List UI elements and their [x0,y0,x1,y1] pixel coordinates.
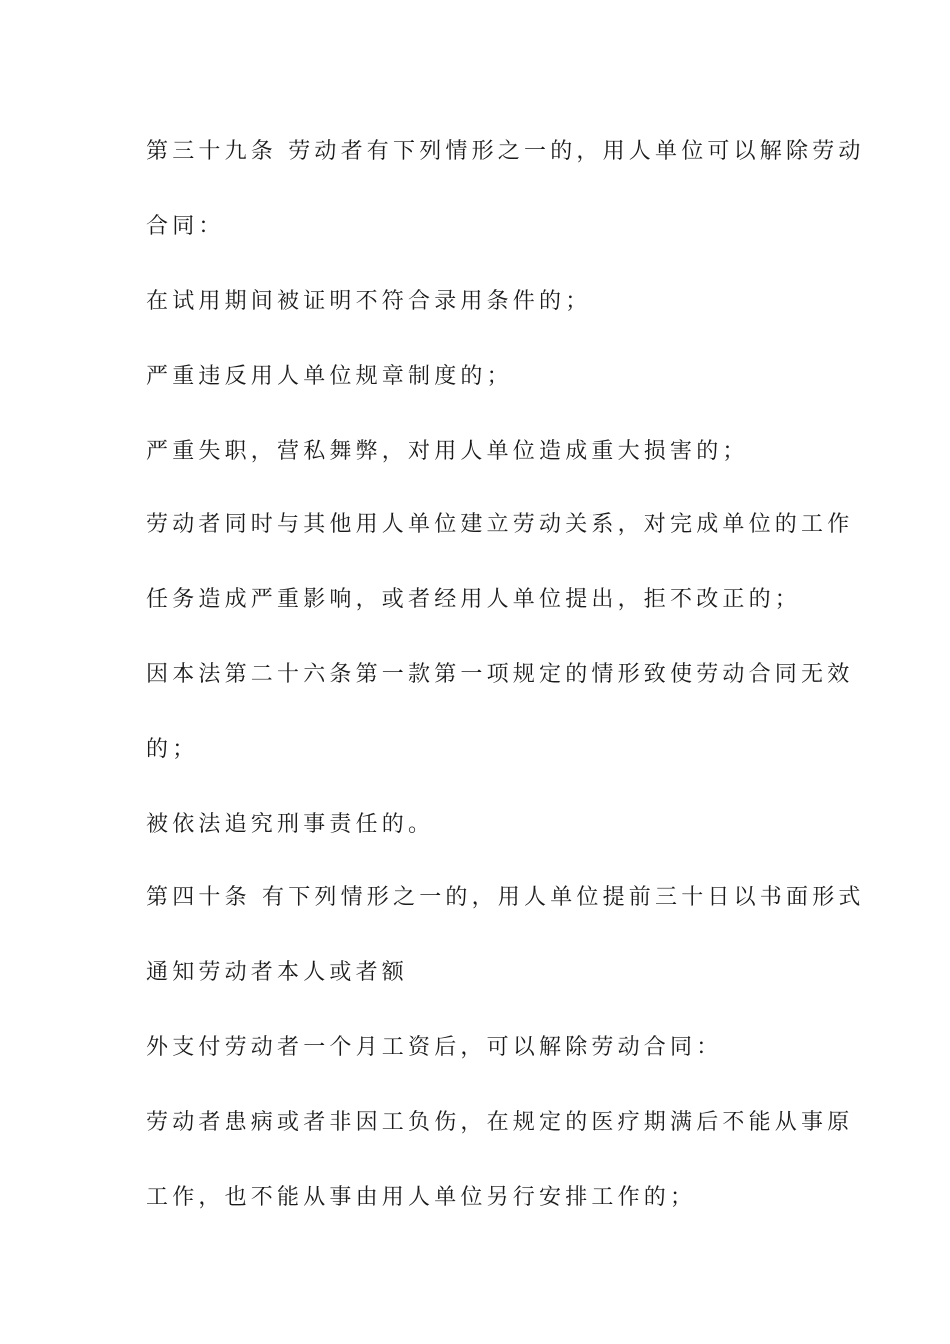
text-line: 工作，也不能从事由用人单位另行安排工作的； [146,1185,697,1210]
text-line: 外支付劳动者一个月工资后，可以解除劳动合同： [146,1035,723,1060]
text-line: 第四十条 有下列情形之一的，用人单位提前三十日以书面形式 [146,885,865,910]
text-line: 严重失职，营私舞弊，对用人单位造成重大损害的； [146,439,749,464]
text-line: 严重违反用人单位规章制度的； [146,364,513,389]
text-line: 合同： [146,214,225,239]
text-line: 第三十九条 劳动者有下列情形之一的，用人单位可以解除劳动 [146,139,865,164]
text-line: 的； [146,737,199,762]
text-line: 劳动者同时与其他用人单位建立劳动关系，对完成单位的工作 [146,512,854,537]
text-line: 因本法第二十六条第一款第一项规定的情形致使劳动合同无效 [146,662,854,687]
text-line: 在试用期间被证明不符合录用条件的； [146,289,592,314]
text-line: 任务造成严重影响，或者经用人单位提出，拒不改正的； [146,587,802,612]
text-line: 被依法追究刑事责任的。 [146,812,435,837]
text-line: 通知劳动者本人或者额 [146,960,409,985]
text-line: 劳动者患病或者非因工负伤，在规定的医疗期满后不能从事原 [146,1110,854,1135]
